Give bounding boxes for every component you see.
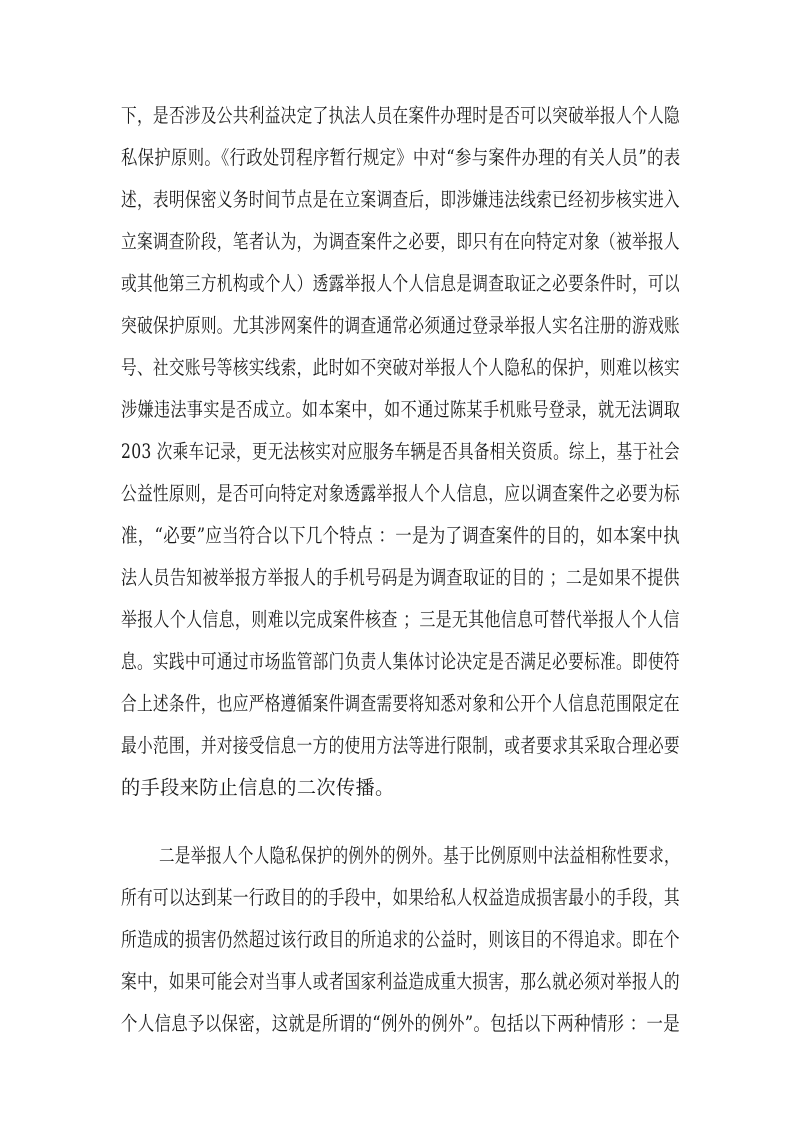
text-line: 合上述条件，也应严格遵循案件调查需要将知悉对象和公开个人信息范围限定在 (121, 692, 680, 715)
text-line: 案中，如果可能会对当事人或者国家利益造成重大损害，那么就必须对举报人的 (121, 970, 680, 993)
text-line: 最小范围，并对接受信息一方的使用方法等进行限制，或者要求其采取合理必要 (121, 734, 680, 757)
text-line: 的手段来防止信息的二次传播。 (121, 776, 395, 799)
text-line: 准，“必要”应当符合以下几个特点 ：一是为了调查案件的目的，如本案中执 (121, 524, 680, 547)
text-line: 涉嫌违法事实是否成立。如本案中，如不通过陈某手机账号登录，就无法调取 (121, 398, 681, 421)
text-line: 或其他第三方机构或个人）透露举报人个人信息是调查取证之必要条件时，可以 (121, 272, 680, 295)
text-line: 法人员告知被举报方举报人的手机号码是为调查取证的目的 ；二是如果不提供 (121, 566, 680, 589)
text-line: 所有可以达到某一行政目的的手段中，如果给私人权益造成损害最小的手段，其 (121, 886, 680, 909)
text-line: 公益性原则，是否可向特定对象透露举报人个人信息，应以调查案件之必要为标 (121, 482, 680, 505)
text-line: 203 次乘车记录，更无法核实对应服务车辆是否具备相关资质。综上，基于社会 (121, 440, 680, 463)
text-line: 号、社交账号等核实线索，此时如不突破对举报人个人隐私的保护，则难以核实 (121, 356, 680, 379)
text-line: 下，是否涉及公共利益决定了执法人员在案件办理时是否可以突破举报人个人隐 (121, 104, 680, 127)
text-line: 息。实践中可通过市场监管部门负责人集体讨论决定是否满足必要标准。即使符 (121, 650, 680, 673)
text-line: 立案调查阶段，笔者认为，为调查案件之必要，即只有在向特定对象（被举报人 (121, 230, 680, 253)
text-line: 所造成的损害仍然超过该行政目的所追求的公益时，则该目的不得追求。即在个 (121, 928, 680, 951)
text-line: 述，表明保密义务时间节点是在立案调查后，即涉嫌违法线索已经初步核实进入 (121, 188, 680, 211)
text-line: 个人信息予以保密，这就是所谓的“例外的例外”。包括以下两种情形 ：一是 (121, 1012, 680, 1035)
text-line: 突破保护原则。尤其涉网案件的调查通常必须通过登录举报人实名注册的游戏账 (121, 314, 680, 337)
text-line: 二是举报人个人隐私保护的例外的例外。基于比例原则中法益相称性要求， (159, 844, 680, 867)
text-line: 举报人个人信息，则难以完成案件核查 ；三是无其他信息可替代举报人个人信 (121, 608, 680, 631)
text-line: 私保护原则。《行政处罚程序暂行规定》中对“参与案件办理的有关人员”的表 (121, 146, 681, 169)
